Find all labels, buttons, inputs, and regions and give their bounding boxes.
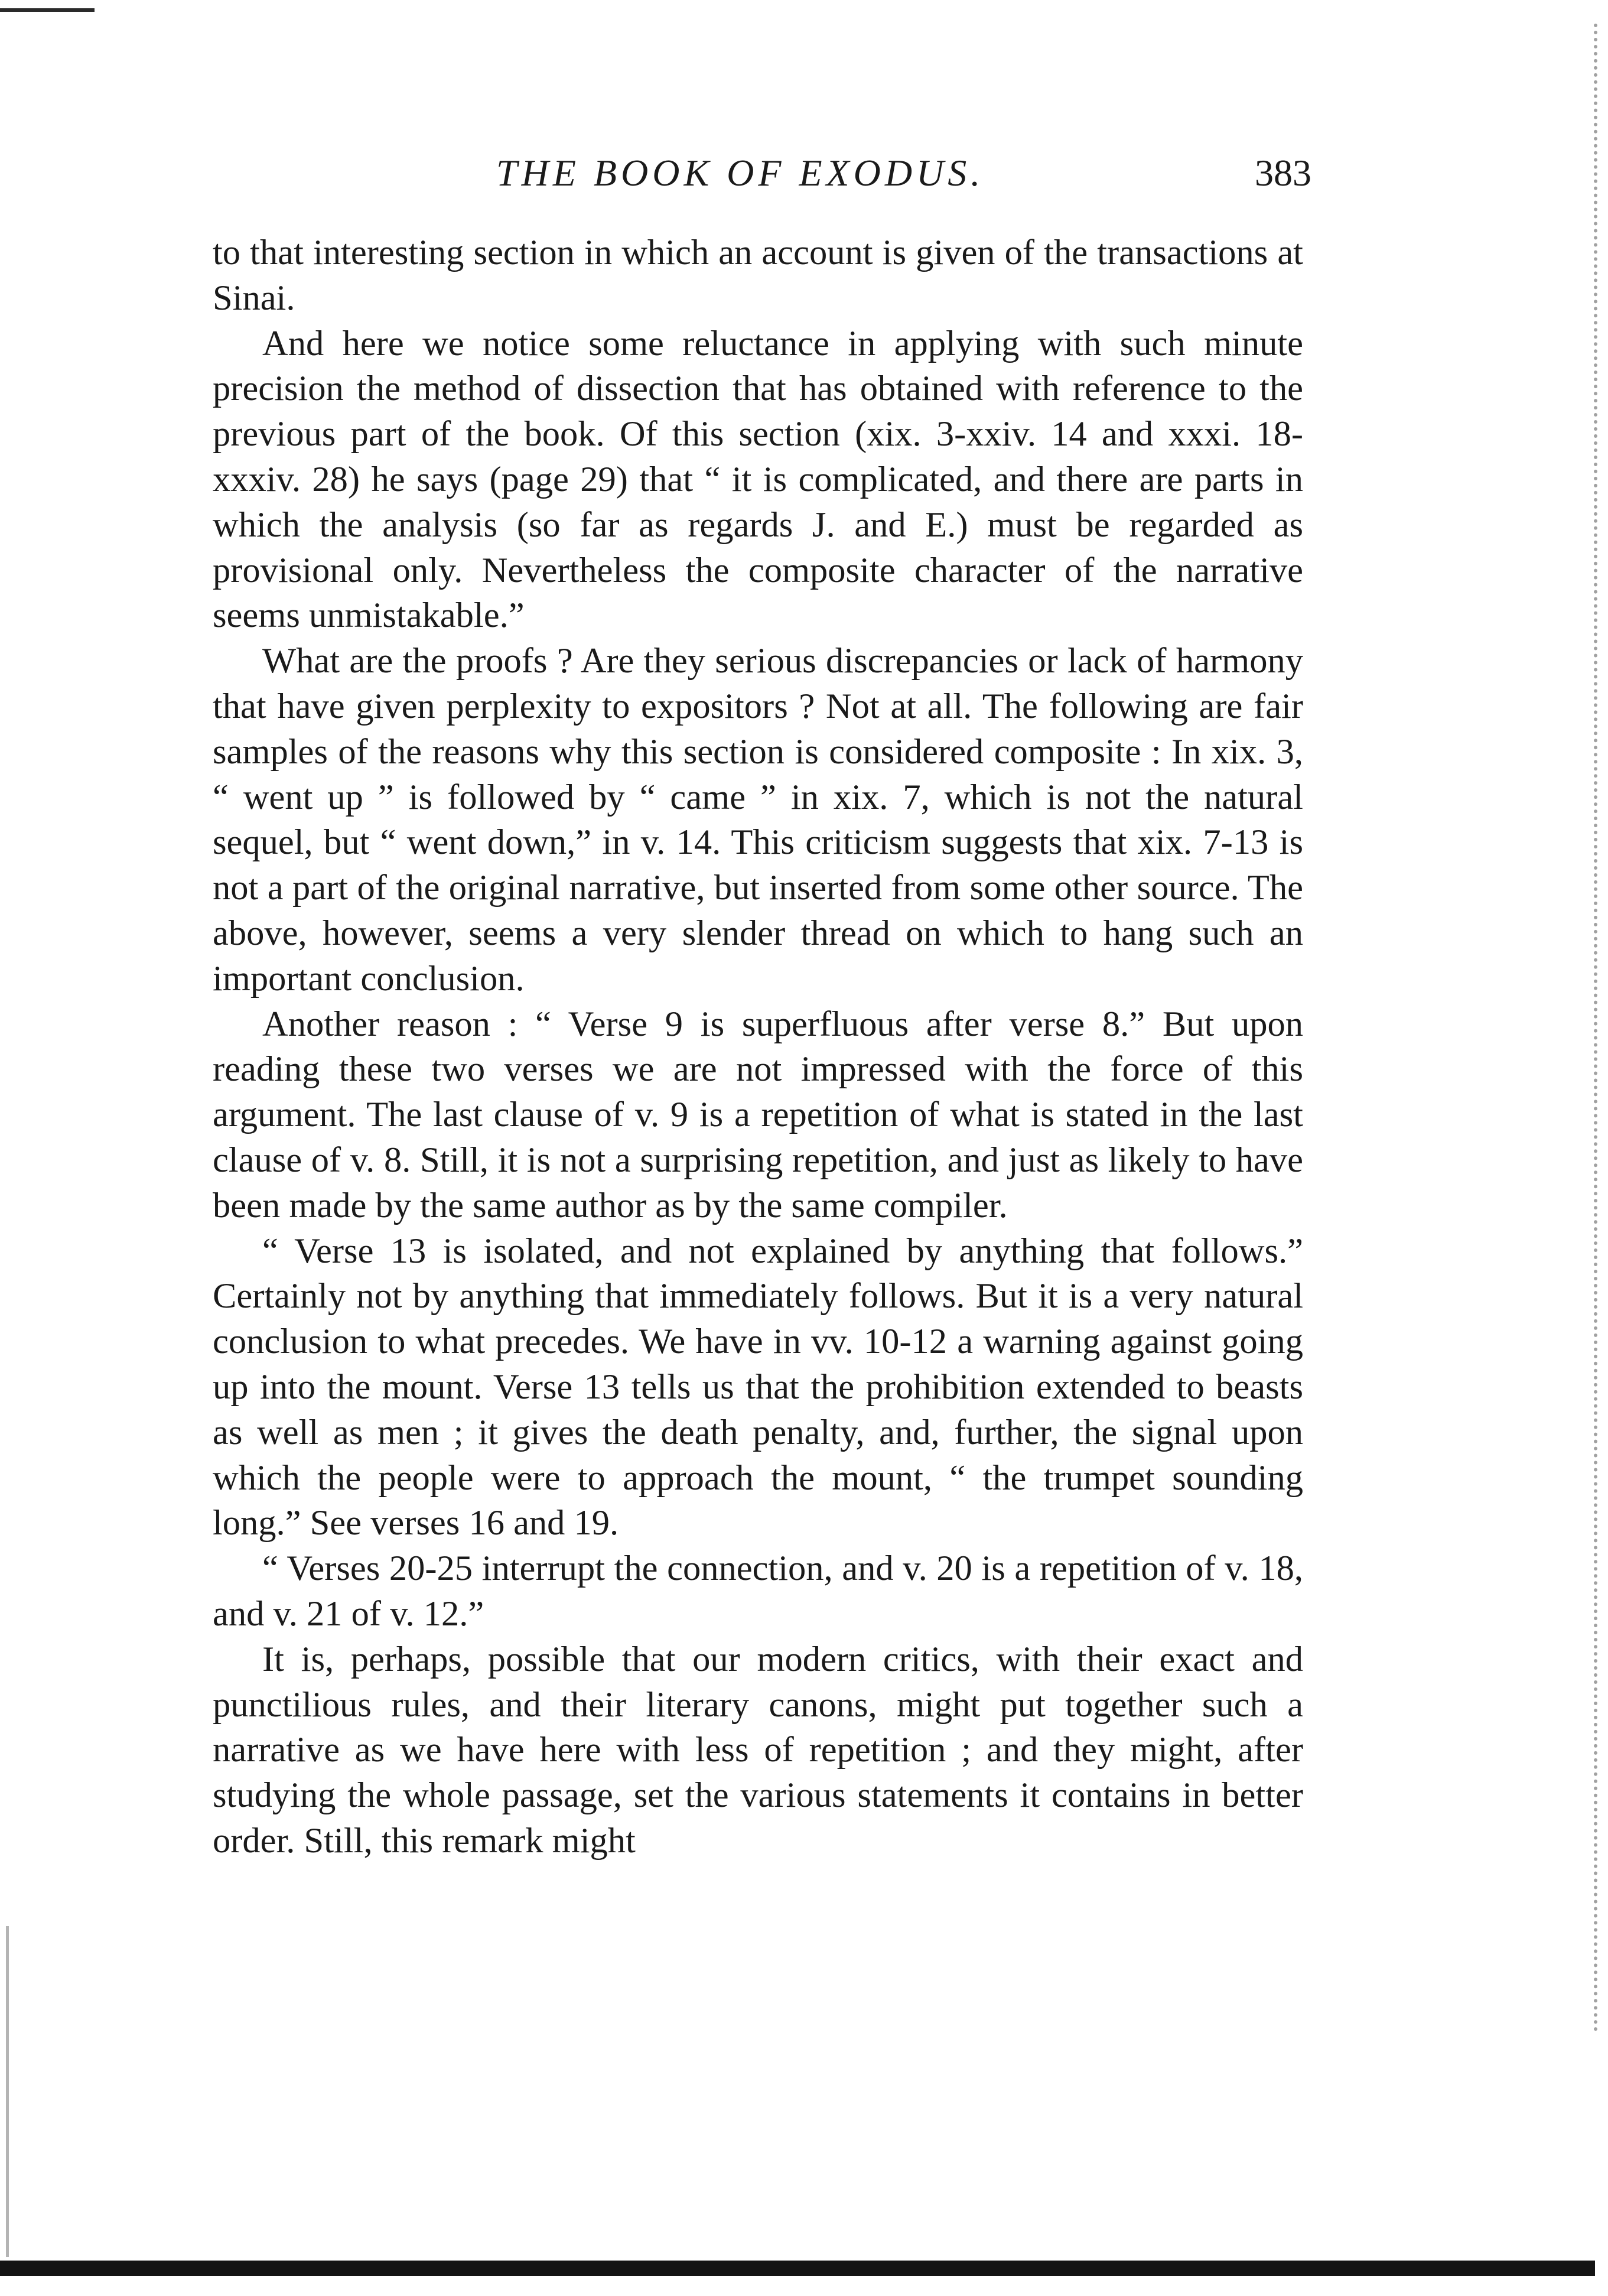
left-edge-mark [6, 1926, 12, 2257]
paragraph: to that interesting section in which an account is given of the transactions at Sinai. [213, 233, 1303, 318]
paragraph: It is, perhaps, possible that our modern critics, with their exact and punctilious rules, and their literary canons, might put together such a narrative as we have here with less of repetition ; and they might, after studying the whole passage, set the various statements it contains in better order. Still, this remark might [213, 1639, 1303, 1861]
right-edge-mark [1594, 24, 1608, 2032]
page-number: 383 [1255, 152, 1311, 194]
running-title: THE BOOK OF EXODUS. [496, 152, 985, 194]
top-edge-rule [0, 8, 95, 12]
paragraph: And here we notice some reluctance in applying with such minute precision the method of dissection that has obtained with reference to the previous part of the book. Of this section (xix. 3-xxiv. 14 and xxxi. 18-xxxiv. 28) he says (page 29) that “ it is complicated, and there are parts in which the analysis (so far as regards J. and E.) must be regarded as provisional only. Nevertheless the composite character of the narrative seems unmistakable.” [213, 323, 1303, 636]
body-text [213, 230, 1303, 1864]
bottom-edge-rule [0, 2261, 1595, 2276]
page-header [213, 147, 1311, 200]
paragraph: Another reason : “ Verse 9 is superfluous after verse 8.” But upon reading these two verses we are not impressed with the force of this argument. The last clause of v. 9 is a repetition of what is stated in the last clause of v. 8. Still, it is not a surprising repetition, and just as likely to have been made by the same author as by the same compiler. [213, 1004, 1303, 1225]
paragraph: What are the proofs ? Are they serious discrepancies or lack of harmony that have given perplexity to expositors ? Not at all. The following are fair samples of the reasons why this section is considered composite : In xix. 3, “ went up ” is followed by “ came ” in xix. 7, which is not the natural sequel, but “ went down,” in v. 14. This criticism suggests that xix. 7-13 is not a part of the original narrative, but inserted from some other source. The above, however, seems a very slender thread on which to hang such an important conclusion. [213, 641, 1303, 999]
paragraph: “ Verse 13 is isolated, and not explained by anything that follows.” Certainly not by anything that immediately follows. But it is a very natural conclusion to what precedes. We have in vv. 10-12 a warning against going up into the mount. Verse 13 tells us that the prohibition extended to beasts as well as men ; it gives the death penalty, and, further, the signal upon which the people were to approach the mount, “ the trumpet sounding long.” See verses 16 and 19. [213, 1231, 1303, 1543]
paragraph: “ Verses 20-25 interrupt the connection, and v. 20 is a repetition of v. 18, and v. 21 of v. 12.” [213, 1549, 1303, 1634]
